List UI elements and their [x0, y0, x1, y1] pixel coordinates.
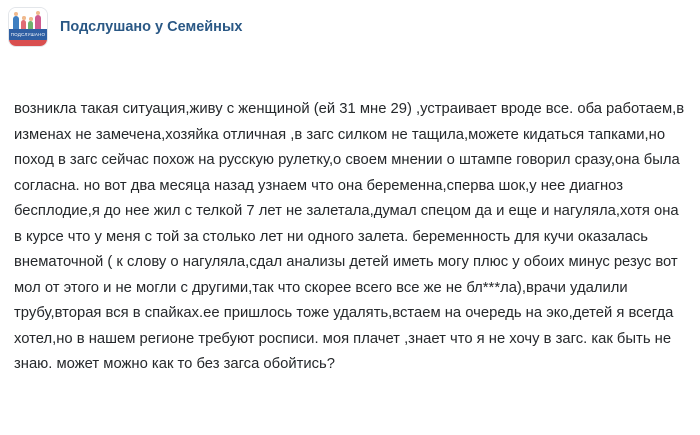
- figure-child-right-head: [29, 17, 33, 21]
- post-header: [0, 0, 700, 46]
- figure-child-right: [28, 21, 33, 29]
- post-body-text: возникла такая ситуация,живу с женщиной (ей 31 мне 29) ,устраивает вроде все. оба работаем,в изменах не замечена,хозяйка отличная ,в загс силком не тащила,можете кидаться тапками,но поход в загс сейчас похож на русскую рулетку,о своем мнении о штампе говорил сразу,она была согласна. но вот два месяца назад узнаем что она беременна,сперва шок,у нее диагноз бесплодие,я до нее жил с телкой 7 лет не залетала,думал спецом да и еще и нагуляла,хотя она в курсе что у меня с той за столько лет ни одного залета. беременность для кучи оказалась внематочной ( к слову о нагуляла,сдал анализы детей иметь могу плюс у обоих минус резус вот мол от этого и не могли с другими,так что скорее всего все же не бл***ла),врачи удалили трубу,вторая вся в спайках.ее пришлось тоже удалять,встаем на очередь на эко,детей я всегда хотел,но в нашем регионе требуют росписи. моя плачет ,знает что я не хочу в загс. как быть не знаю. может можно как то без загса обойтись?: [14, 101, 689, 372]
- family-illustration-icon: [13, 11, 43, 29]
- figure-adult-right-head: [36, 11, 40, 15]
- figure-adult-right: [35, 15, 41, 29]
- figure-child-left-head: [22, 16, 26, 20]
- community-avatar[interactable]: [8, 7, 48, 47]
- avatar-band-label: ПОДСЛУШАНО: [10, 32, 46, 37]
- figure-adult-left-head: [14, 12, 18, 16]
- avatar-accent-bar: [9, 40, 47, 46]
- figure-adult-left: [13, 16, 19, 29]
- figure-child-left: [21, 20, 26, 29]
- community-title[interactable]: Подслушано у Семейных: [60, 19, 243, 35]
